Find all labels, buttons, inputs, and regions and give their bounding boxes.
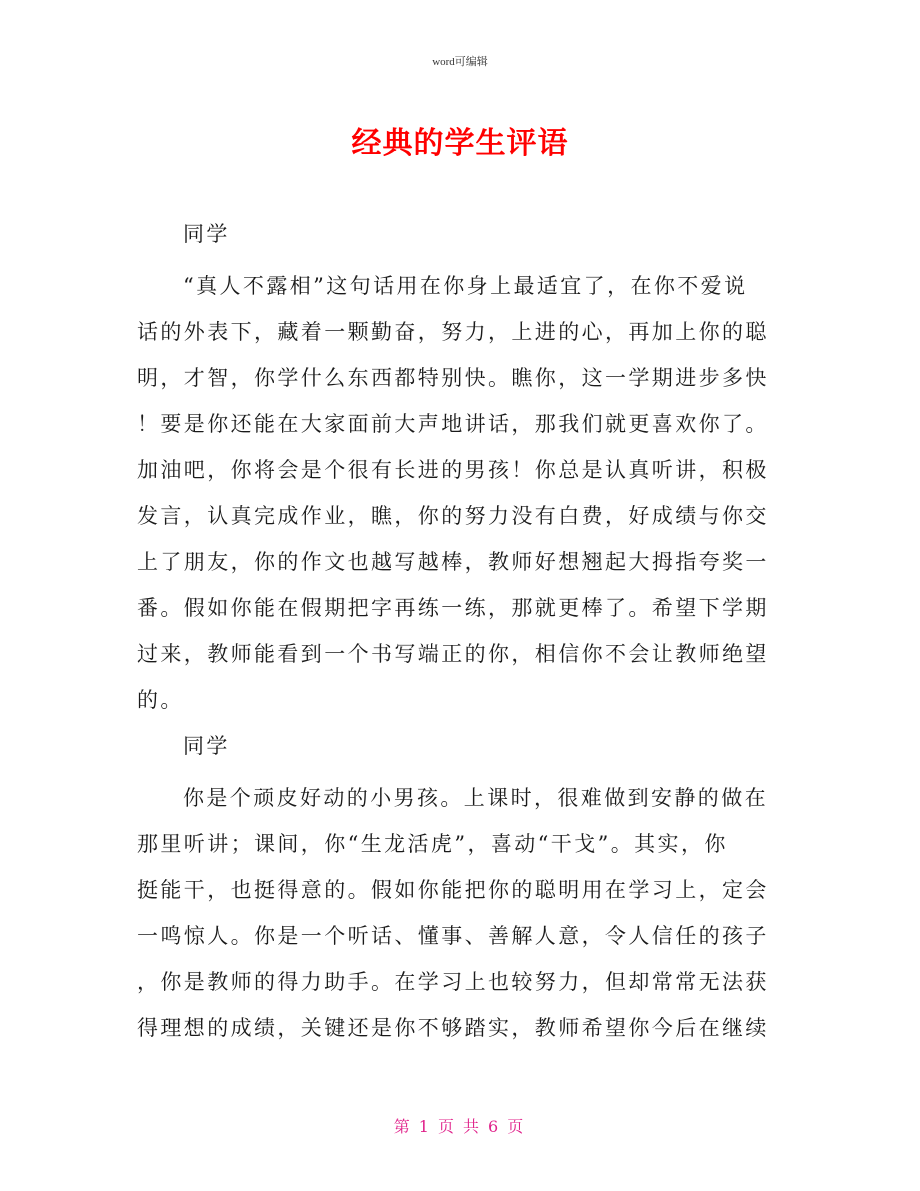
paragraph-line: 的。 [137,688,184,712]
current-page-number: 1 [418,1117,432,1136]
document-body [137,216,785,1056]
paragraph-line: 那里听讲；课间，你“生龙活虎”，喜动“干戈”。其实，你 [137,832,728,856]
paragraph-line: ，你是教师的得力助手。在学习上也较努力，但却常常无法获 [137,970,769,994]
document-title: 经典的学生评语 [351,126,569,161]
paragraph-line: 加油吧，你将会是个很有长进的男孩！你总是认真听讲，积极 [137,458,769,482]
total-prefix: 共 [463,1117,483,1136]
paragraph-line: 发言，认真完成作业，瞧，你的努力没有白费，好成绩与你交 [137,504,769,528]
salutation: 同学 [183,222,230,246]
paragraph-line: 明，才智，你学什么东西都特别快。瞧你，这一学期进步多快 [137,366,769,390]
paragraph-line: 过来，教师能看到一个书写端正的你，相信你不会让教师绝望 [137,642,769,666]
paragraph-line: 上了朋友，你的作文也越写越棒，教师好想翘起大拇指夸奖一 [137,550,769,574]
paragraph-line: 你是个顽皮好动的小男孩。上课时，很难做到安静的做在 [183,786,768,810]
paragraph-line: 得理想的成绩，关键还是你不够踏实，教师希望你今后在继续 [137,1016,769,1040]
total-pages-number: 6 [488,1117,502,1136]
page-number-footer [0,1114,920,1137]
salutation: 同学 [183,734,230,758]
paragraph-line: ！要是你还能在大家面前大声地讲话，那我们就更喜欢你了。 [137,412,769,436]
paragraph-line: 番。假如你能在假期把字再练一练，那就更棒了。希望下学期 [137,596,769,620]
page-word: 页 [437,1117,457,1136]
paragraph-line: 挺能干，也挺得意的。假如你能把你的聪明用在学习上，定会 [137,878,769,902]
header-editable-note: word可编辑 [432,56,488,68]
paragraph-line: 一鸣惊人。你是一个听话、懂事、善解人意，令人信任的孩子 [137,924,769,948]
total-suffix: 页 [507,1117,527,1136]
page-prefix: 第 [393,1117,413,1136]
paragraph-line: 话的外表下，藏着一颗勤奋，努力，上进的心，再加上你的聪 [137,320,769,344]
paragraph-line: “真人不露相”这句话用在你身上最适宜了，在你不爱说 [183,274,748,298]
